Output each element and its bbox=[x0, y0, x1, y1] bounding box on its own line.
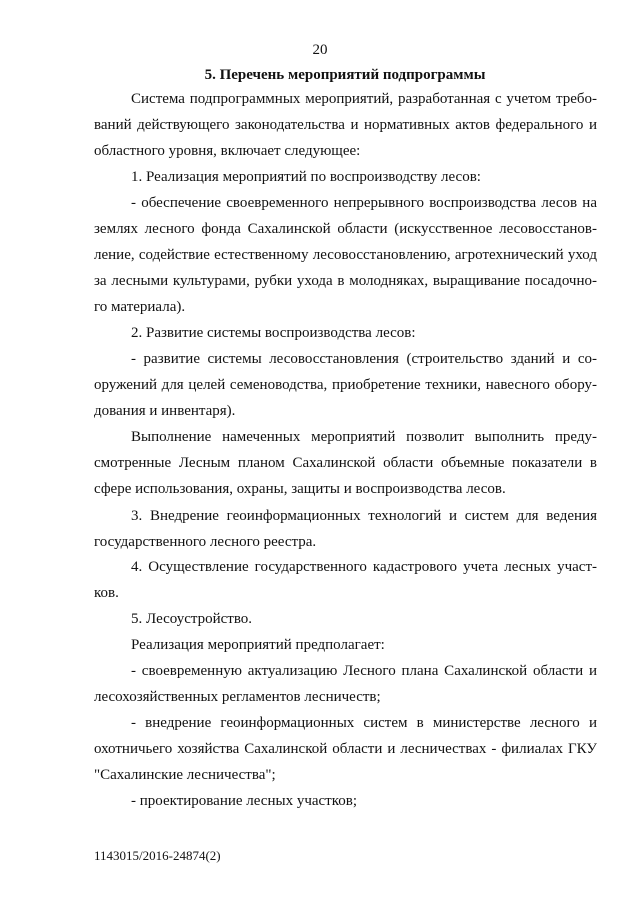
text-line: оружений для целей семеноводства, приобретение техники, навесного обору- bbox=[94, 377, 597, 393]
text-line: землях лесного фонда Сахалинской области (искусственное лесовосстанов- bbox=[94, 221, 597, 237]
text-line: дования и инвентаря). bbox=[94, 403, 236, 419]
text-line: Система подпрограммных мероприятий, разработанная с учетом требо- bbox=[131, 91, 597, 107]
text-line: - своевременную актуализацию Лесного плана Сахалинской области и bbox=[131, 663, 597, 679]
text-line: за лесными культурами, рубки ухода в молодняках, выращивание посадочно- bbox=[94, 273, 597, 289]
text-line: - проектирование лесных участков; bbox=[131, 793, 358, 809]
text-line: "Сахалинские лесничества"; bbox=[94, 767, 276, 783]
text-line: областного уровня, включает следующее: bbox=[94, 143, 361, 159]
text-line: 1. Реализация мероприятий по воспроизводству лесов: bbox=[131, 169, 481, 185]
text-line: государственного лесного реестра. bbox=[94, 534, 317, 550]
text-line: 3. Внедрение геоинформационных технологий и систем для ведения bbox=[131, 508, 597, 524]
document-id-footer: 1143015/2016-24874(2) bbox=[94, 848, 221, 863]
text-line: ление, содействие естественному лесовосстановлению, агротехнический уход bbox=[94, 247, 597, 263]
text-line: ваний действующего законодательства и нормативных актов федерального и bbox=[94, 117, 597, 133]
text-line: го материала). bbox=[94, 299, 186, 315]
text-line: сфере использования, охраны, защиты и воспроизводства лесов. bbox=[94, 481, 506, 497]
text-line: 2. Развитие системы воспроизводства лесов: bbox=[131, 325, 416, 341]
text-line: - обеспечение своевременного непрерывного воспроизводства лесов на bbox=[131, 195, 597, 211]
text-line: 4. Осуществление государственного кадастрового учета лесных участ- bbox=[131, 559, 597, 575]
text-line: - внедрение геоинформационных систем в министерстве лесного и bbox=[131, 715, 597, 731]
text-line: Реализация мероприятий предполагает: bbox=[131, 637, 385, 653]
text-line: ков. bbox=[94, 585, 119, 601]
section-heading: 5. Перечень мероприятий подпрограммы bbox=[204, 67, 486, 83]
text-line: - развитие системы лесовосстановления (строительство зданий и со- bbox=[131, 351, 597, 367]
text-line: охотничьего хозяйства Сахалинской области и лесничествах - филиалах ГКУ bbox=[94, 741, 597, 757]
page-number: 20 bbox=[312, 42, 328, 58]
text-line: смотренные Лесным планом Сахалинской области объемные показатели в bbox=[94, 455, 597, 471]
text-line: Выполнение намеченных мероприятий позволит выполнить преду- bbox=[131, 429, 597, 445]
text-line: 5. Лесоустройство. bbox=[131, 611, 253, 627]
text-line: лесохозяйственных регламентов лесничеств; bbox=[94, 689, 381, 705]
